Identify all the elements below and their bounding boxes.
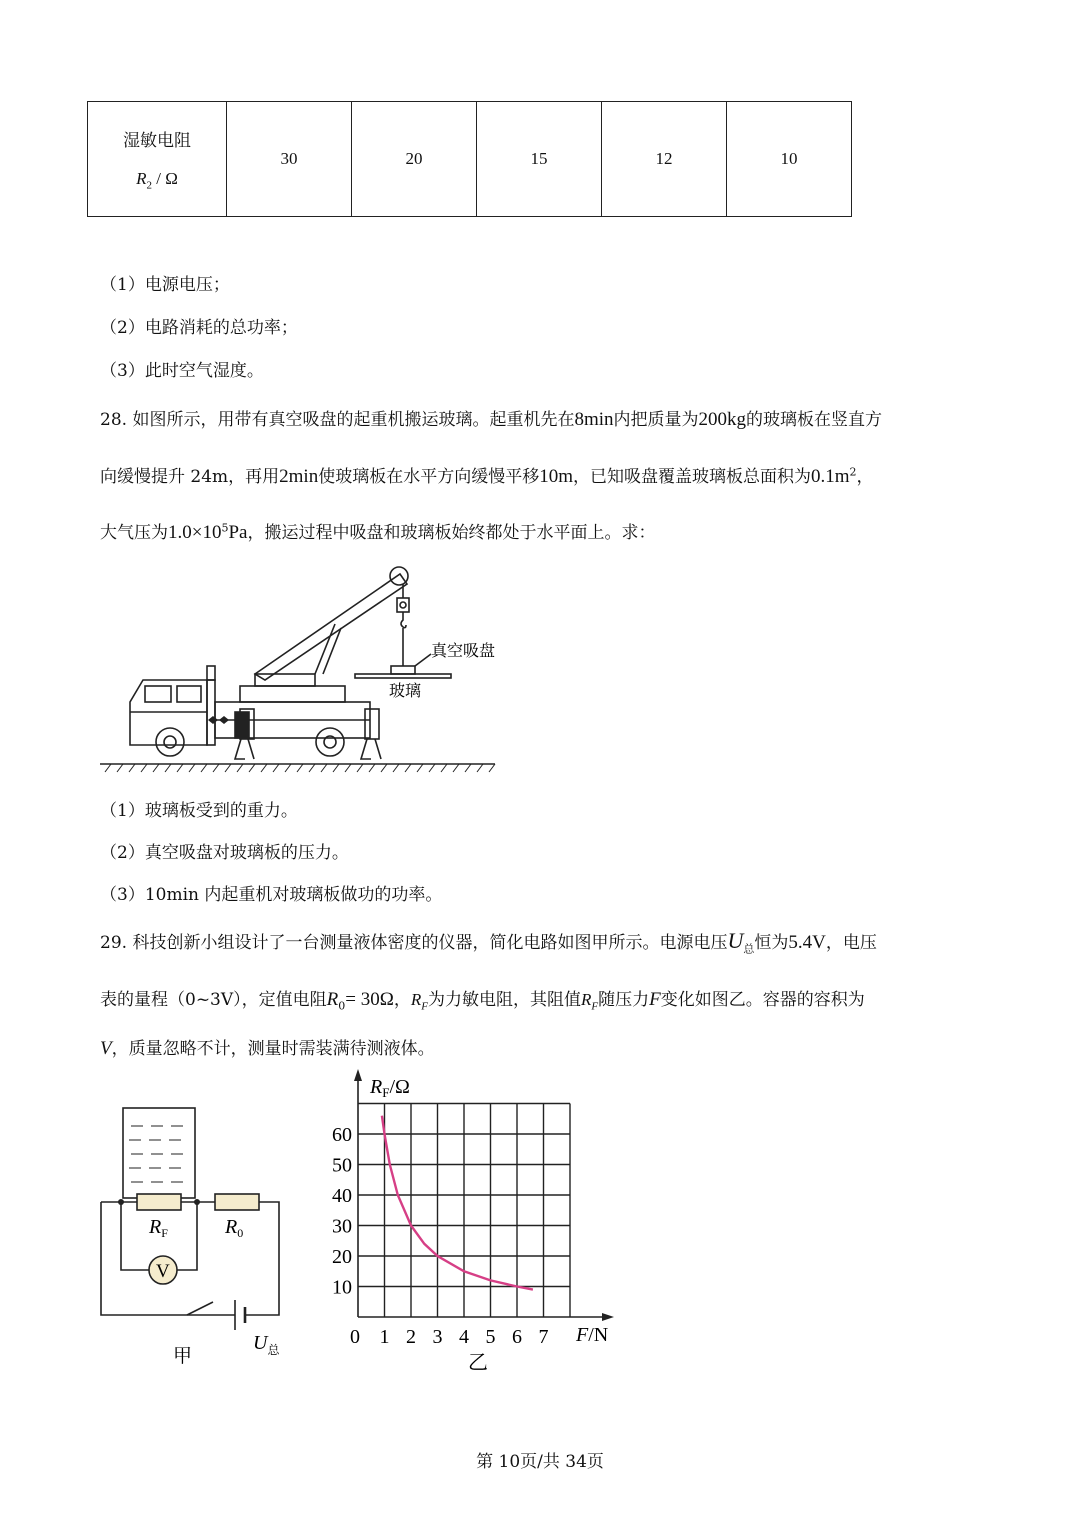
- voltmeter-label: V: [156, 1261, 170, 1282]
- x-axis-label: F/N: [576, 1324, 609, 1346]
- humidity-resistance-table: [87, 101, 852, 217]
- vacuum-sucker: [391, 666, 415, 674]
- cab-window: [177, 686, 201, 702]
- x-tick-label: 4: [459, 1326, 469, 1348]
- y-axis-arrow: [354, 1069, 362, 1081]
- rf-sub: F: [421, 1000, 428, 1013]
- rf-sub: F: [591, 1000, 599, 1013]
- y-tick-label: 40: [332, 1185, 352, 1207]
- q27-item-1: （1）电源电压；: [100, 275, 230, 295]
- glass-label: 玻璃: [389, 681, 422, 700]
- q28-area: 0.1m: [811, 466, 850, 487]
- q29-text: 为力敏电阻，其阻值: [427, 990, 581, 1010]
- q28-mass: 200kg: [698, 409, 747, 430]
- force-symbol: F: [649, 989, 661, 1010]
- q28-text: 向缓慢提升 24m，再用: [100, 467, 280, 487]
- r0-sub: 0: [338, 999, 346, 1013]
- q28-distance: 10m: [539, 466, 573, 487]
- x-tick-label: 6: [512, 1326, 522, 1348]
- table-header-label: 湿敏电阻: [123, 131, 191, 152]
- y-tick-label: 10: [332, 1276, 352, 1299]
- q28-line-2: [100, 462, 874, 488]
- q28-time: 8min: [574, 409, 614, 430]
- circuit-caption: 甲: [173, 1345, 193, 1367]
- q28-text: ，: [856, 467, 874, 487]
- r0-value: = 30Ω: [345, 989, 394, 1010]
- q29-line-1: [100, 928, 877, 956]
- r2-symbol: R: [136, 169, 147, 189]
- q28-text: 的玻璃板在竖直方: [746, 410, 883, 430]
- y-tick-label: 50: [332, 1154, 352, 1177]
- y-tick-label: 20: [332, 1246, 352, 1268]
- table-cell: 20: [352, 102, 477, 217]
- q29-text: ，电压: [825, 933, 877, 953]
- cab-window: [145, 686, 171, 702]
- rear-wheel: [316, 728, 344, 756]
- rf-label: $R_F$: [149, 1216, 168, 1240]
- pulley: [390, 567, 408, 585]
- voltage-value: 5.4V: [788, 932, 826, 953]
- x-tick-label: 1: [379, 1326, 390, 1348]
- r0-resistor: [215, 1194, 259, 1210]
- q28-item-2: （2）真空吸盘对玻璃板的压力。: [100, 843, 349, 863]
- r2-unit: / Ω: [152, 169, 178, 189]
- volume-symbol: V: [100, 1038, 112, 1059]
- q28-text: 使玻璃板在水平方向缓慢平移: [318, 467, 540, 487]
- q28-line-3: [100, 518, 655, 544]
- crane-figure: [95, 562, 515, 777]
- q29-text: ，质量忽略不计，测量时需装满待测液体。: [111, 1039, 435, 1059]
- q29-line-2: [100, 985, 865, 1012]
- u-total-symbol: U: [727, 928, 744, 953]
- q27-item-2: （2）电路消耗的总功率；: [100, 318, 298, 338]
- q28-area-exp: 2: [849, 465, 857, 479]
- x-tick-label: 3: [432, 1326, 443, 1348]
- table-header-symbol: [89, 169, 225, 191]
- rf-symbol: R: [580, 990, 592, 1009]
- q28-pressure-exp: 5: [221, 521, 229, 535]
- rf-curve: [382, 1116, 533, 1290]
- r0-symbol: R: [326, 989, 339, 1010]
- table-cell: 10: [727, 102, 852, 217]
- q28-text: ，已知吸盘覆盖玻璃板总面积为: [573, 467, 811, 487]
- q28-text: 大气压为: [100, 523, 168, 543]
- q28-pressure: 1.0×10: [168, 522, 222, 543]
- sucker-label: 真空吸盘: [431, 641, 496, 660]
- q29-text: 29. 科技创新小组设计了一台测量液体密度的仪器，简化电路如图甲所示。电源电压: [100, 933, 728, 953]
- x-axis-arrow: [602, 1313, 614, 1321]
- crane-platform: [240, 686, 345, 702]
- q29-text: 变化如图乙。容器的容积为: [660, 990, 865, 1010]
- q28-text: 28. 如图所示，用带有真空吸盘的起重机搬运玻璃。起重机先在: [100, 410, 575, 430]
- page-footer: 第 10页/共 34页: [476, 1452, 604, 1472]
- rf-symbol: R: [410, 990, 422, 1009]
- crane-boom: [255, 574, 407, 680]
- q29-text: 随压力: [598, 990, 650, 1010]
- q29-line-3: [100, 1034, 435, 1060]
- u-total-sub: 总: [743, 942, 755, 956]
- hook-block: [397, 598, 409, 612]
- r2-subscript: 2: [146, 179, 153, 192]
- y-axis-label: $R_F/\Omega$: [370, 1076, 410, 1100]
- x-tick-label: 5: [485, 1326, 496, 1348]
- main-wire: [101, 1202, 279, 1315]
- y-tick-label: 60: [332, 1124, 352, 1146]
- table-cell: 15: [477, 102, 602, 217]
- q29-text: ，: [393, 990, 411, 1010]
- chart-caption: 乙: [468, 1350, 488, 1374]
- circuit-figure: [95, 1102, 295, 1377]
- q28-time-2: 2min: [279, 466, 319, 487]
- x-tick-label: 7: [538, 1326, 549, 1348]
- table-header-cell: [88, 102, 227, 217]
- y-tick-label: 30: [332, 1215, 352, 1238]
- q28-pressure-unit: Pa: [228, 522, 248, 543]
- q28-item-3: （3）10min 内起重机对玻璃板做功的功率。: [100, 885, 443, 905]
- q29-text: 表的量程（0~3V），定值电阻: [100, 990, 327, 1010]
- glass-plate: [355, 674, 451, 678]
- q28-text: 内把质量为: [613, 410, 699, 430]
- table-cell: 12: [602, 102, 727, 217]
- q28-text: ，搬运过程中吸盘和玻璃板始终都处于水平面上。求：: [247, 523, 656, 543]
- q27-item-3: （3）此时空气湿度。: [100, 361, 264, 381]
- table-cell: 30: [227, 102, 352, 217]
- rf-force-chart: [320, 1065, 620, 1375]
- liquid-container: [123, 1108, 195, 1198]
- q28-line-1: [100, 405, 882, 431]
- x-tick-label: 2: [406, 1326, 416, 1348]
- front-wheel: [156, 728, 184, 756]
- rf-resistor: [137, 1194, 181, 1210]
- x-tick-label: 0: [350, 1326, 360, 1348]
- r0-label: $R_0$: [225, 1216, 244, 1240]
- switch: [187, 1302, 213, 1315]
- q29-text: 恒为: [754, 933, 789, 953]
- u-label: $U_总$: [253, 1332, 280, 1357]
- q28-item-1: （1）玻璃板受到的重力。: [100, 801, 298, 821]
